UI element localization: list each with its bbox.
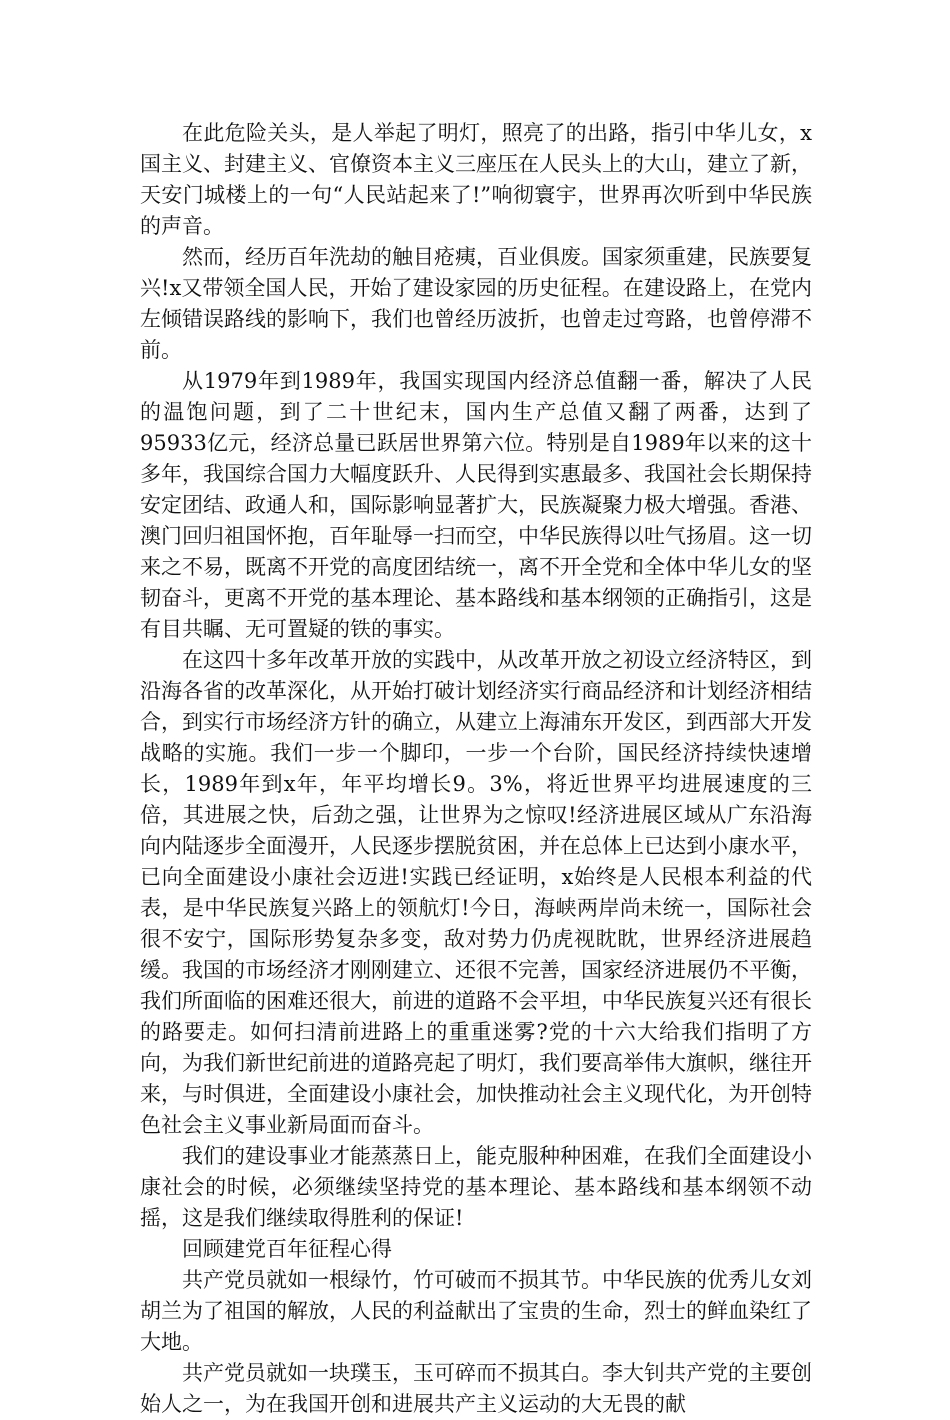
paragraph-5: 我们的建设事业才能蒸蒸日上，能克服种种困难，在我们全面建设小康社会的时候，必须继续坚持党的基本理论、基本路线和基本纲领不动摇，这是我们继续取得胜利的保证! — [140, 1144, 812, 1230]
document-body — [140, 118, 812, 1420]
paragraph-6: 共产党员就如一根绿竹，竹可破而不损其节。中华民族的优秀儿女刘胡兰为了祖国的解放，人民的利益献出了宝贵的生命，烈士的鲜血染红了大地。 — [140, 1268, 812, 1354]
paragraph-3: 从1979年到1989年，我国实现国内经济总值翻一番，解决了人民的温饱问题，到了二十世纪末，国内生产总值又翻了两番，达到了95933亿元，经济总量已跃居世界第六位。特别是自1989年以来的这十多年，我国综合国力大幅度跃升、人民得到实惠最多、我国社会长期保持安定团结、政通人和，国际影响显著扩大，民族凝聚力极大增强。香港、澳门回归祖国怀抱，百年耻辱一扫而空，中华民族得以吐气扬眉。这一切来之不易，既离不开党的高度团结统一，离不开全党和全体中华儿女的坚韧奋斗，更离不开党的基本理论、基本路线和基本纲领的正确指引，这是有目共瞩、无可置疑的铁的事实。 — [140, 369, 812, 641]
section-heading: 回顾建党百年征程心得 — [182, 1237, 392, 1261]
paragraph-2: 然而，经历百年洗劫的触目疮痍，百业俱废。国家须重建，民族要复兴!x又带领全国人民，开始了建设家园的历史征程。在建设路上，在党内左倾错误路线的影响下，我们也曾经历波折，也曾走过弯路，也曾停滞不前。 — [140, 245, 812, 362]
paragraph-4: 在这四十多年改革开放的实践中，从改革开放之初设立经济特区，到沿海各省的改革深化，从开始打破计划经济实行商品经济和计划经济相结合，到实行市场经济方针的确立，从建立上海浦东开发区，到西部大开发战略的实施。我们一步一个脚印，一步一个台阶，国民经济持续快速增长，1989年到x年，年平均增长9。3%，将近世界平均进展速度的三倍，其进展之快，后劲之强，让世界为之惊叹!经济进展区域从广东沿海向内陆逐步全面漫开，人民逐步摆脱贫困，并在总体上已达到小康水平，已向全面建设小康社会迈进!实践已经证明，x始终是人民根本利益的代表，是中华民族复兴路上的领航灯!今日，海峡两岸尚未统一，国际社会很不安宁，国际形势复杂多变，敌对势力仍虎视眈眈，世界经济进展趋缓。我国的市场经济才刚刚建立、还很不完善，国家经济进展仍不平衡，我们所面临的困难还很大，前进的道路不会平坦，中华民族复兴还有很长的路要走。如何扫清前进路上的重重迷雾?党的十六大给我们指明了方向，为我们新世纪前进的道路亮起了明灯，我们要高举伟大旗帜，继往开来，与时俱进，全面建设小康社会，加快推动社会主义现代化，为开创特色社会主义事业新局面而奋斗。 — [140, 648, 812, 1137]
paragraph-1: 在此危险关头，是人举起了明灯，照亮了的出路，指引中华儿女，x国主义、封建主义、官僚资本主义三座压在人民头上的大山，建立了新，天安门城楼上的一句“人民站起来了!”响彻寰宇，世界再次听到中华民族的声音。 — [140, 121, 812, 238]
paragraph-7: 共产党员就如一块璞玉，玉可碎而不损其白。李大钊共产党的主要创始人之一，为在我国开创和进展共产主义运动的大无畏的献 — [140, 1361, 812, 1416]
